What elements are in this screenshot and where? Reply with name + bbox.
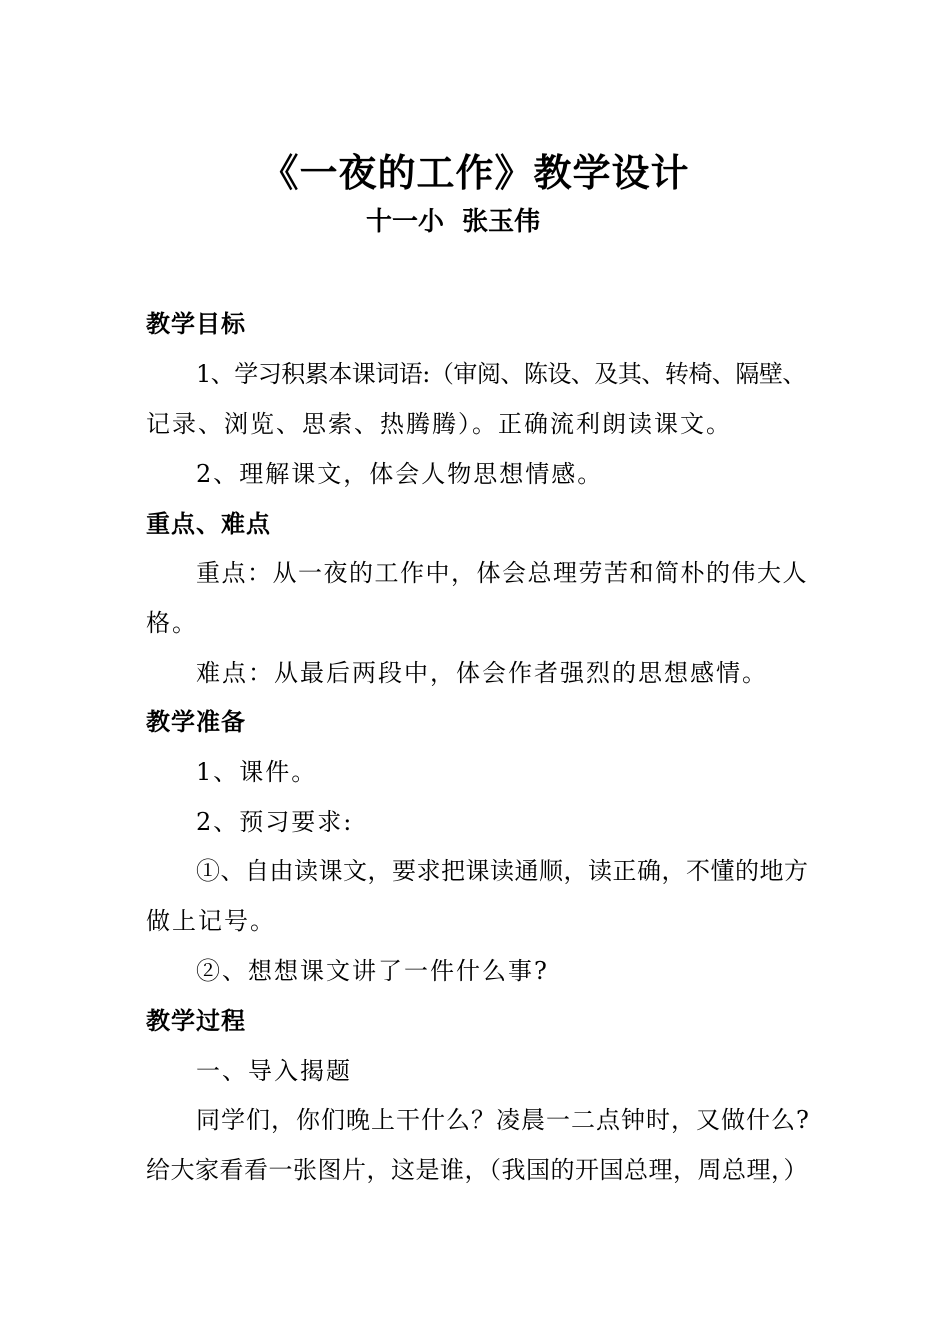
paragraph-line: 做上记号。: [146, 907, 276, 935]
section-heading-process: 教学过程: [146, 1006, 246, 1035]
paragraph-line: 重点：从一夜的工作中，体会总理劳苦和简朴的伟大人: [196, 559, 808, 587]
paragraph-line: 1、课件。: [196, 758, 318, 786]
paragraph-line: ①、自由读课文，要求把课读通顺，读正确，不懂的地方: [196, 857, 809, 885]
paragraph-line: 一、导入揭题: [196, 1057, 352, 1085]
paragraph-line: ②、想想课文讲了一件什么事?: [196, 957, 549, 985]
document-author: 十一小 张玉伟: [366, 207, 541, 237]
paragraph-line: 1、学习积累本课词语:（审阅、陈设、及其、转椅、隔壁、: [196, 360, 806, 388]
paragraph-line: 格。: [146, 609, 198, 637]
paragraph-line: 2、预习要求:: [196, 808, 354, 836]
section-heading-preparation: 教学准备: [146, 707, 246, 736]
paragraph-line: 记录、浏览、思索、热腾腾）。正确流利朗读课文。: [146, 410, 732, 438]
paragraph-line: 2、理解课文，体会人物思想情感。: [196, 460, 604, 488]
document-title: 《一夜的工作》教学设计: [260, 150, 690, 195]
paragraph-line: 难点：从最后两段中，体会作者强烈的思想感情。: [196, 659, 768, 687]
section-heading-goals: 教学目标: [146, 309, 246, 338]
paragraph-line: 同学们，你们晚上干什么？凌晨一二点钟时，又做什么?: [196, 1106, 810, 1134]
paragraph-line: 给大家看看一张图片，这是谁，（我国的开国总理，周总理，）: [146, 1156, 808, 1184]
section-heading-key-points: 重点、难点: [146, 509, 271, 538]
